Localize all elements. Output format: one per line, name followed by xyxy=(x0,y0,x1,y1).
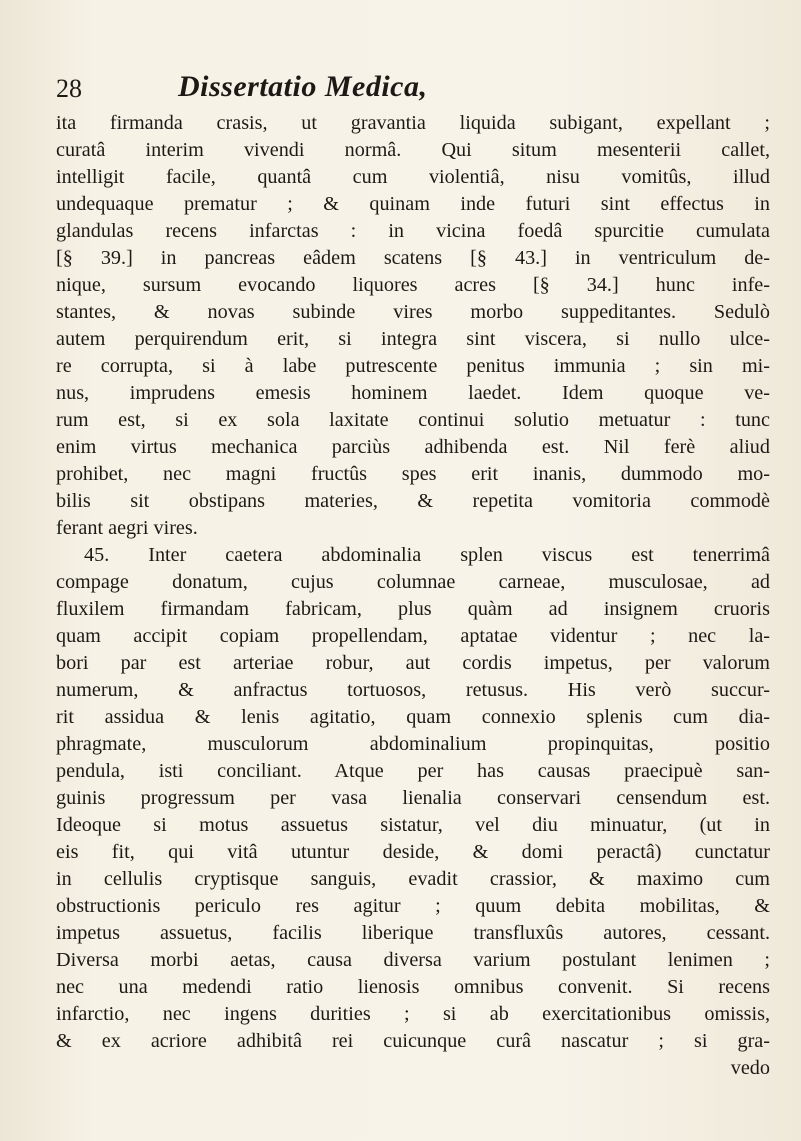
body-text xyxy=(56,110,770,1082)
paragraph-45-line: impetus assuetus, facilis liberique transfluxûs autores, cessant. xyxy=(56,922,770,944)
paragraph-45-line: rit assidua & lenis agitatio, quam connexio splenis cum dia- xyxy=(56,706,770,728)
paragraph-45-line: phragmate, musculorum abdominalium propinquitas, positio xyxy=(56,733,770,755)
text-line: curatâ interim vivendi normâ. Qui situm mesenterii callet, xyxy=(56,139,770,161)
text-line: glandulas recens infarctas : in vicina foedâ spurcitie cumulata xyxy=(56,220,770,242)
text-line: enim virtus mechanica parciùs adhibenda est. Nil ferè aliud xyxy=(56,436,770,458)
page-number: 28 xyxy=(56,74,82,103)
text-line: rum est, si ex sola laxitate continui solutio metuatur : tunc xyxy=(56,409,770,431)
text-line: ferant aegri vires. xyxy=(56,517,198,539)
text-line: nique, sursum evocando liquores acres [§ 34.] hunc infe- xyxy=(56,274,770,296)
paragraph-45-line: in cellulis cryptisque sanguis, evadit crassior, & maximo cum xyxy=(56,868,770,890)
paragraph-45-line: 45. Inter caetera abdominalia splen viscus est tenerrimâ xyxy=(84,544,770,566)
text-line: nus, imprudens emesis hominem laedet. Idem quoque ve- xyxy=(56,382,770,404)
paragraph-45-line: bori par est arteriae robur, aut cordis impetus, per valorum xyxy=(56,652,770,674)
paragraph-45-line: Ideoque si motus assuetus sistatur, vel diu minuatur, (ut in xyxy=(56,814,770,836)
text-line: [§ 39.] in pancreas eâdem scatens [§ 43.] in ventriculum de- xyxy=(56,247,770,269)
running-title: Dissertatio Medica, xyxy=(178,70,428,103)
page-header xyxy=(56,70,776,112)
paragraph-45-line: guinis progressum per vasa lienalia conservari censendum est. xyxy=(56,787,770,809)
text-line: stantes, & novas subinde vires morbo suppeditantes. Sedulò xyxy=(56,301,770,323)
paragraph-45-line: Diversa morbi aetas, causa diversa varium postulant lenimen ; xyxy=(56,949,770,971)
text-line: intelligit facile, quantâ cum violentiâ, nisu vomitûs, illud xyxy=(56,166,770,188)
paragraph-45-line: pendula, isti conciliant. Atque per has causas praecipuè san- xyxy=(56,760,770,782)
paragraph-45-line: compage donatum, cujus columnae carneae, musculosae, ad xyxy=(56,571,770,593)
text-line: autem perquirendum erit, si integra sint viscera, si nullo ulce- xyxy=(56,328,770,350)
text-line: bilis sit obstipans materies, & repetita vomitoria commodè xyxy=(56,490,770,512)
paragraph-45-line: eis fit, qui vitâ utuntur deside, & domi peractâ) cunctatur xyxy=(56,841,770,863)
paragraph-45-line: nec una medendi ratio lienosis omnibus convenit. Si recens xyxy=(56,976,770,998)
paragraph-45-line: numerum, & anfractus tortuosos, retusus. His verò succur- xyxy=(56,679,770,701)
paragraph-45-line: & ex acriore adhibitâ rei cuicunque curâ nascatur ; si gra- xyxy=(56,1030,770,1052)
paragraph-45-line: infarctio, nec ingens durities ; si ab exercitationibus omissis, xyxy=(56,1003,770,1025)
text-line: ita firmanda crasis, ut gravantia liquida subigant, expellant ; xyxy=(56,112,770,134)
paragraph-45-line: fluxilem firmandam fabricam, plus quàm ad insignem cruoris xyxy=(56,598,770,620)
catchword: vedo xyxy=(730,1057,770,1079)
paragraph-45-line: obstructionis periculo res agitur ; quum debita mobilitas, & xyxy=(56,895,770,917)
text-line: undequaque prematur ; & quinam inde futuri sint effectus in xyxy=(56,193,770,215)
paragraph-45-line: quam accipit copiam propellendam, aptatae videntur ; nec la- xyxy=(56,625,770,647)
text-line: prohibet, nec magni fructûs spes erit inanis, dummodo mo- xyxy=(56,463,770,485)
text-line: re corrupta, si à labe putrescente penitus immunia ; sin mi- xyxy=(56,355,770,377)
